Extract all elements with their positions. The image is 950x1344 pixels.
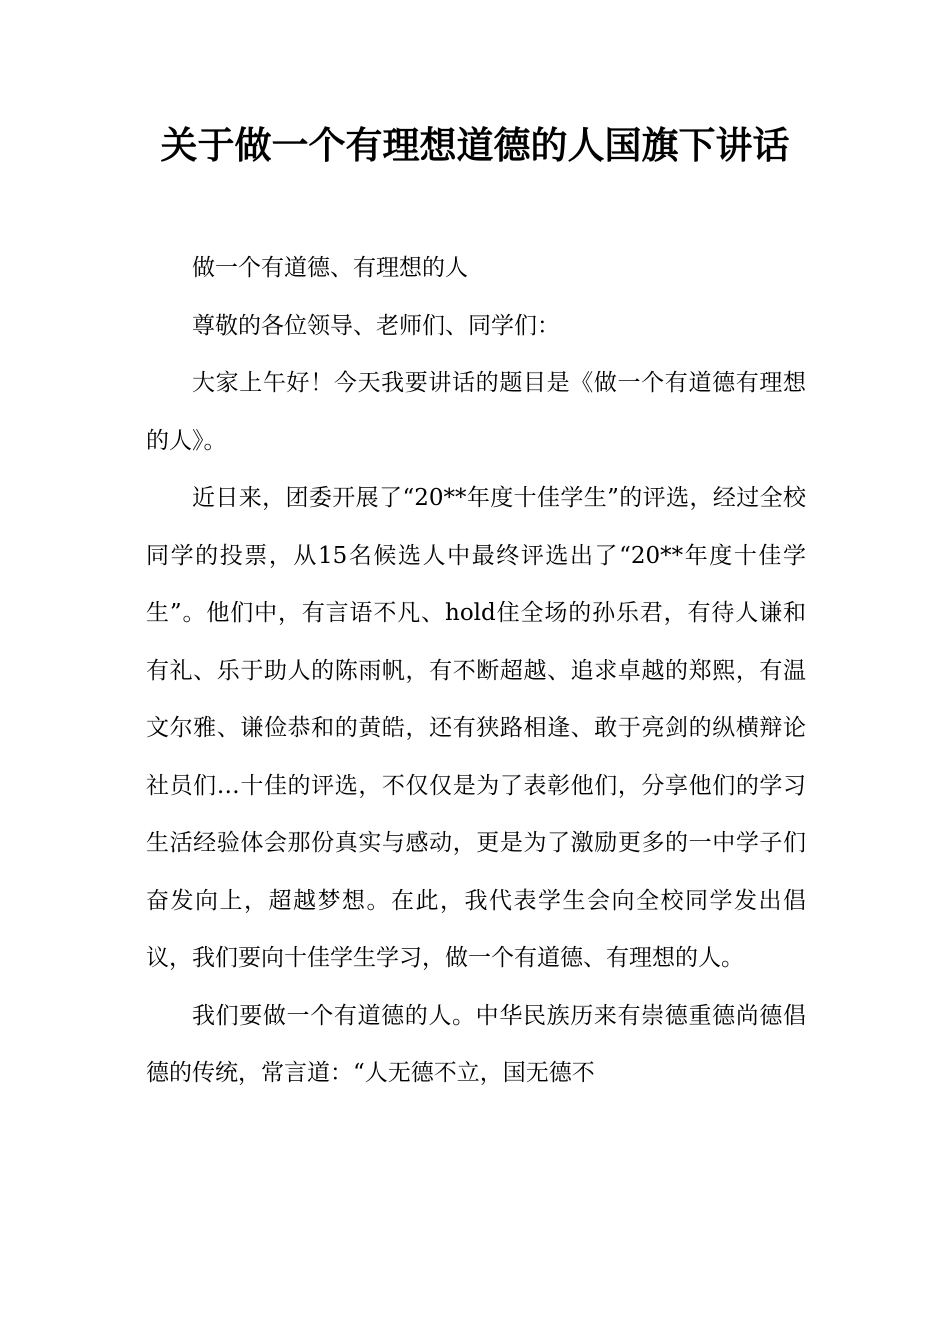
document-title: 关于做一个有理想道德的人国旗下讲话: [160, 124, 790, 167]
paragraph-top-ten-students: 近日来，团委开展了“20**年度十佳学生”的评选，经过全校同学的投票，从15名候选人中最终评选出了“20**年度十佳学生”。他们中，有言语不凡、hold住全场的孙乐君，有待人谦和有礼、乐于助人的陈雨帆，有不断超越、追求卓越的郑熙，有温文尔雅、谦俭恭和的黄皓，还有狭路相逢、敢于亮剑的纵横辩论社员们…十佳的评选，不仅仅是为了表彰他们，分享他们的学习生活经验体会那份真实与感动，更是为了激励更多的一中学子们奋发向上，超越梦想。在此，我代表学生会向全校同学发出倡议，我们要向十佳学生学习，做一个有道德、有理想的人。: [146, 485, 806, 971]
paragraph-greeting: 大家上午好！今天我要讲话的题目是《做一个有道德有理想的人》。: [146, 370, 806, 454]
paragraph-subtitle: 做一个有道德、有理想的人: [192, 255, 468, 281]
paragraph-salutation: 尊敬的各位领导、老师们、同学们：: [192, 312, 560, 339]
paragraph-morality: 我们要做一个有道德的人。中华民族历来有崇德重德尚德倡德的传统，常言道：“人无德不立，国无德不: [146, 1002, 806, 1086]
document-body: [146, 240, 806, 1103]
